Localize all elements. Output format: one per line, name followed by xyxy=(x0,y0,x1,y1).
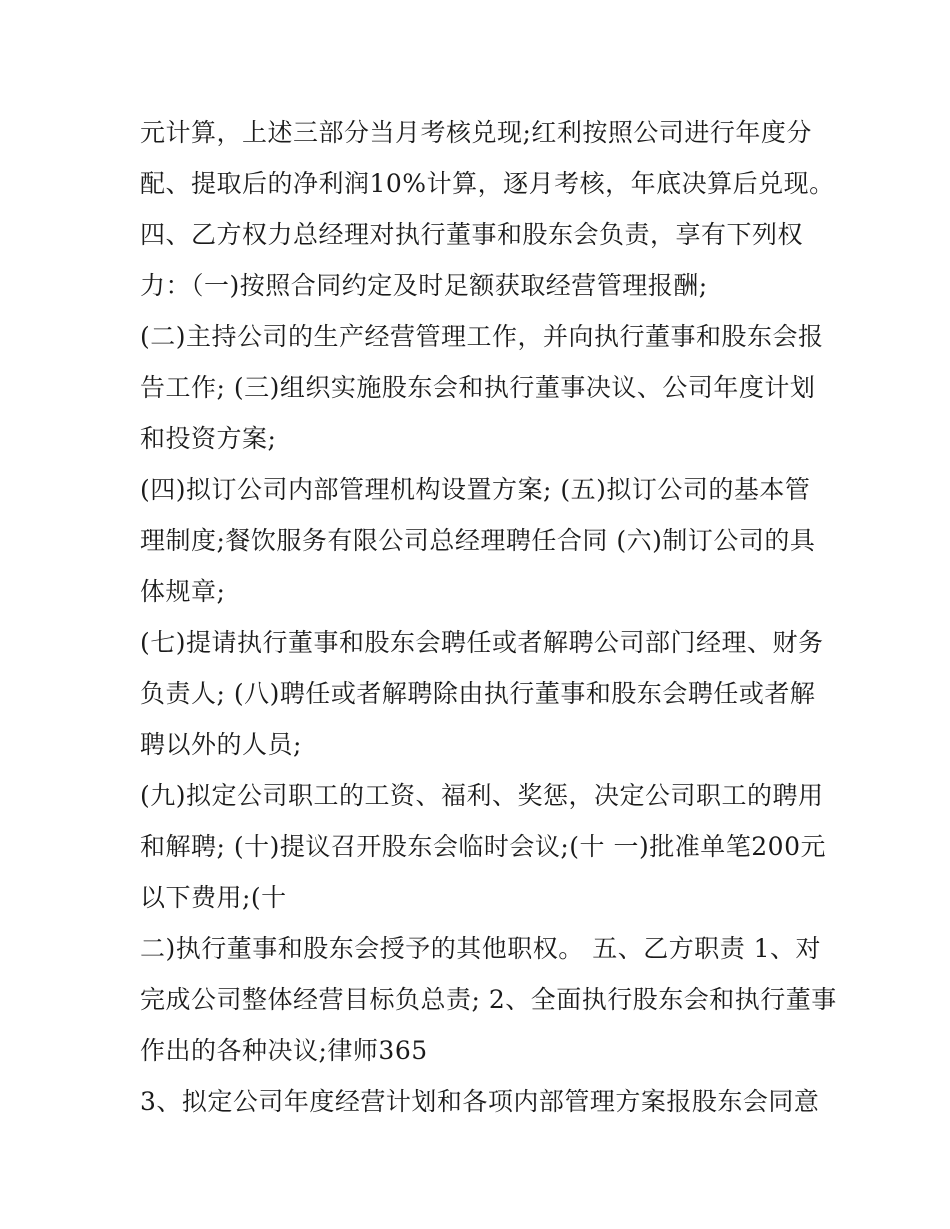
text-line: 3、拟定公司年度经营计划和各项内部管理方案报股东会同意 xyxy=(140,1087,820,1116)
text-line: 作出的各种决议;律师365 xyxy=(140,1036,428,1065)
text-line: 元计算，上述三部分当月考核兑现;红利按照公司进行年度分 xyxy=(140,118,812,147)
text-line: 完成公司整体经营目标负总责; 2、全面执行股东会和执行董事 xyxy=(140,985,837,1014)
text-line: 二)执行董事和股东会授予的其他职权。 五、乙方职责 1、对 xyxy=(140,934,822,963)
document-body xyxy=(140,107,837,1127)
text-line: 以下费用;(十 xyxy=(140,883,287,912)
text-line: (四)拟订公司内部管理机构设置方案; (五)拟订公司的基本管 xyxy=(140,475,811,504)
text-line: 和解聘; (十)提议召开股东会临时会议;(十 一)批准单笔200元 xyxy=(140,832,826,861)
text-line: 和投资方案; xyxy=(140,424,277,453)
text-line: (九)拟定公司职工的工资、福利、奖惩，决定公司职工的聘用 xyxy=(140,781,824,810)
text-line: 理制度;餐饮服务有限公司总经理聘任合同 (六)制订公司的具 xyxy=(140,526,816,555)
text-line: 配、提取后的净利润10%计算，逐月考核，年底决算后兑现。 xyxy=(140,169,835,198)
text-line: 负责人; (八)聘任或者解聘除由执行董事和股东会聘任或者解 xyxy=(140,679,816,708)
text-line: 告工作; (三)组织实施股东会和执行董事决议、公司年度计划 xyxy=(140,373,816,402)
text-line: 四、乙方权力总经理对执行董事和股东会负责，享有下列权 xyxy=(140,220,804,249)
text-line: 聘以外的人员; xyxy=(140,730,302,759)
text-line: 力：（一)按照合同约定及时足额获取经营管理报酬; xyxy=(140,271,708,300)
text-line: 体规章; xyxy=(140,577,226,606)
text-line: (七)提请执行董事和股东会聘任或者解聘公司部门经理、财务 xyxy=(140,628,824,657)
text-line: (二)主持公司的生产经营管理工作，并向执行董事和股东会报 xyxy=(140,322,824,351)
